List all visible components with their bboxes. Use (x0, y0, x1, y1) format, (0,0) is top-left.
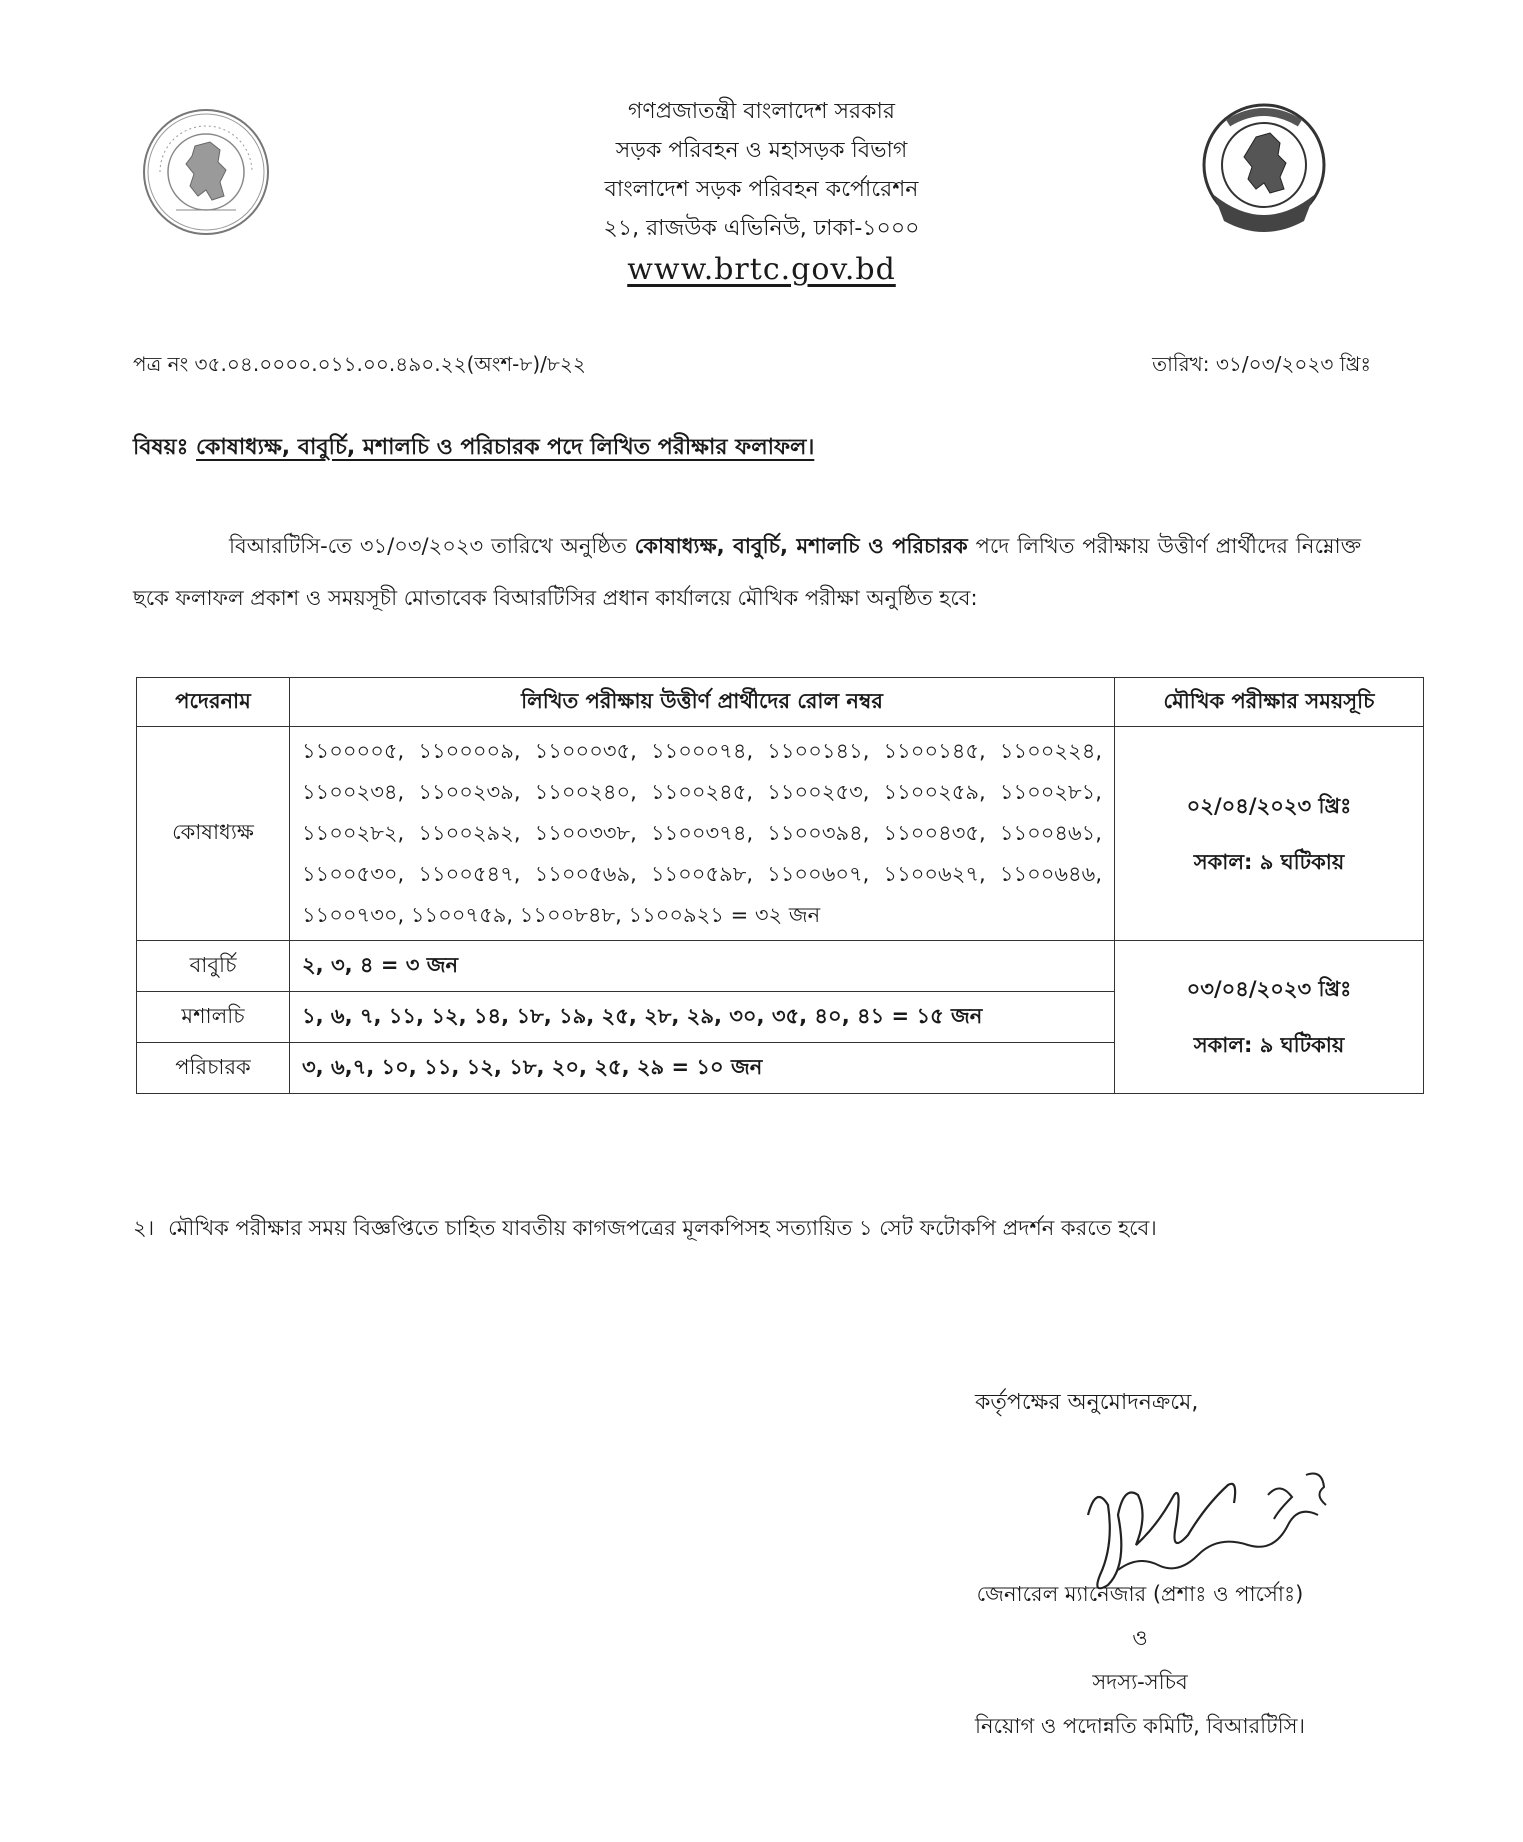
signatory-role: সদস্য-সচিব (1092, 1670, 1188, 1694)
subject-line (133, 430, 814, 467)
table-row (137, 727, 1424, 941)
government-name: গণপ্রজাতন্ত্রী বাংলাদেশ সরকার (627, 99, 896, 124)
body-text-2: পদে লিখিত পরীক্ষায় উত্তীর্ণ প্রার্থীদের নিম্নোক্ত ছকে ফলাফল প্রকাশ ও সময়সূচী মোতাবেক বিআরটিসির প্রধান কার্যালয়ে মৌখিক পরীক্ষা অনুষ্ঠিত হবে: (133, 534, 1361, 610)
roll-numbers: ২, ৩, ৪ = ৩ জন (290, 941, 1115, 992)
post-name: মশালচি (137, 992, 290, 1043)
corporation-name: বাংলাদেশ সড়ক পরিবহন কর্পোরেশন (604, 177, 919, 202)
schedule-time: সকাল: ৯ ঘটিকায় (1193, 849, 1345, 874)
subject-label: বিষয়ঃ (133, 435, 189, 460)
subject-text: কোষাধ্যক্ষ, বাবুর্চি, মশালচি ও পরিচারক পদে লিখিত পরীক্ষার ফলাফল। (196, 435, 815, 460)
schedule-date: ০২/০৪/২০২৩ খ্রিঃ (1186, 793, 1352, 818)
address: ২১, রাজউক এভিনিউ, ঢাকা-১০০০ (603, 216, 920, 241)
post-name: কোষাধ্যক্ষ (137, 727, 290, 941)
header-post: পদেরনাম (137, 678, 290, 727)
body-posts: কোষাধ্যক্ষ, বাবুর্চি, মশালচি ও পরিচারক (634, 534, 968, 558)
table-row (137, 941, 1424, 992)
interview-schedule-2 (1115, 941, 1424, 1094)
memo-date: তারিখ: ৩১/০৩/২০২৩ খ্রিঃ (1152, 352, 1371, 376)
note-text: মৌখিক পরীক্ষার সময় বিজ্ঞপ্তিতে চাহিত যাবতীয় কাগজপত্রের মূলকপিসহ সত্যায়িত ১ সেট ফটোকপি প্রদর্শন করতে হবে। (168, 1216, 1157, 1240)
website-link[interactable]: www.brtc.gov.bd (627, 252, 896, 287)
header-rolls: লিখিত পরীক্ষায় উত্তীর্ণ প্রার্থীদের রোল নম্বর (290, 678, 1115, 727)
memo-number: পত্র নং ৩৫.০৪.০০০০.০১১.০০.৪৯০.২২(অংশ-৮)/৮২২ (133, 352, 586, 376)
post-name: বাবুর্চি (137, 941, 290, 992)
roll-numbers: ১, ৬, ৭, ১১, ১২, ১৪, ১৮, ১৯, ২৫, ২৮, ২৯, ৩০, ৩৫, ৪০, ৪১ = ১৫ জন (290, 992, 1115, 1043)
post-name: পরিচারক (137, 1043, 290, 1094)
body-paragraph (133, 520, 1361, 624)
roll-numbers: ১১০০০০৫, ১১০০০০৯, ১১০০০৩৫, ১১০০০৭৪, ১১০০১৪১, ১১০০১৪৫, ১১০০২২৪, ১১০০২৩৪, ১১০০২৩৯, ১১০০২৪০, ১১০০২৪৫, ১১০০২৫৩, ১১০০২৫৯, ১১০০২৮১, ১১০০২৮২, ১১০০২৯২, ১১০০৩৩৮, ১১০০৩৭৪, ১১০০৩৯৪, ১১০০৪৩৫, ১১০০৪৬১, ১১০০৫৩০, ১১০০৫৪৭, ১১০০৫৬৯, ১১০০৫৯৮, ১১০০৬০৭, ১১০০৬২৭, ১১০০৬৪৬, ১১০০৭৩০, ১১০০৭৫৯, ১১০০৮৪৮, ১১০০৯২১ = ৩২ জন (290, 727, 1115, 941)
roll-numbers: ৩, ৬,৭, ১০, ১১, ১২, ১৮, ২০, ২৫, ২৯ = ১০ জন (290, 1043, 1115, 1094)
results-table (136, 677, 1424, 1094)
signatory-block (900, 1572, 1380, 1748)
letterhead (0, 92, 1523, 292)
body-text-1: বিআরটিসি-তে ৩১/০৩/২০২৩ তারিখে অনুষ্ঠিত (229, 534, 635, 558)
signatory-and: ও (1132, 1626, 1148, 1650)
division-name: সড়ক পরিবহন ও মহাসড়ক বিভাগ (615, 138, 908, 163)
schedule-time: সকাল: ৯ ঘটিকায় (1193, 1033, 1345, 1057)
header-schedule: মৌখিক পরীক্ষার সময়সূচি (1115, 678, 1424, 727)
signatory-committee: নিয়োগ ও পদোন্নতি কমিটি, বিআরটিসি। (975, 1714, 1305, 1738)
note-number: ২। (133, 1216, 155, 1240)
table-header-row (137, 678, 1424, 727)
signatory-title: জেনারেল ম্যানেজার (প্রশাঃ ও পার্সোঃ) (976, 1582, 1304, 1606)
interview-schedule-1 (1115, 727, 1424, 941)
instruction-note (133, 1205, 1361, 1251)
schedule-date: ০৩/০৪/২০২৩ খ্রিঃ (1186, 977, 1352, 1001)
closing-remark: কর্তৃপক্ষের অনুমোদনক্রমে, (975, 1390, 1199, 1415)
